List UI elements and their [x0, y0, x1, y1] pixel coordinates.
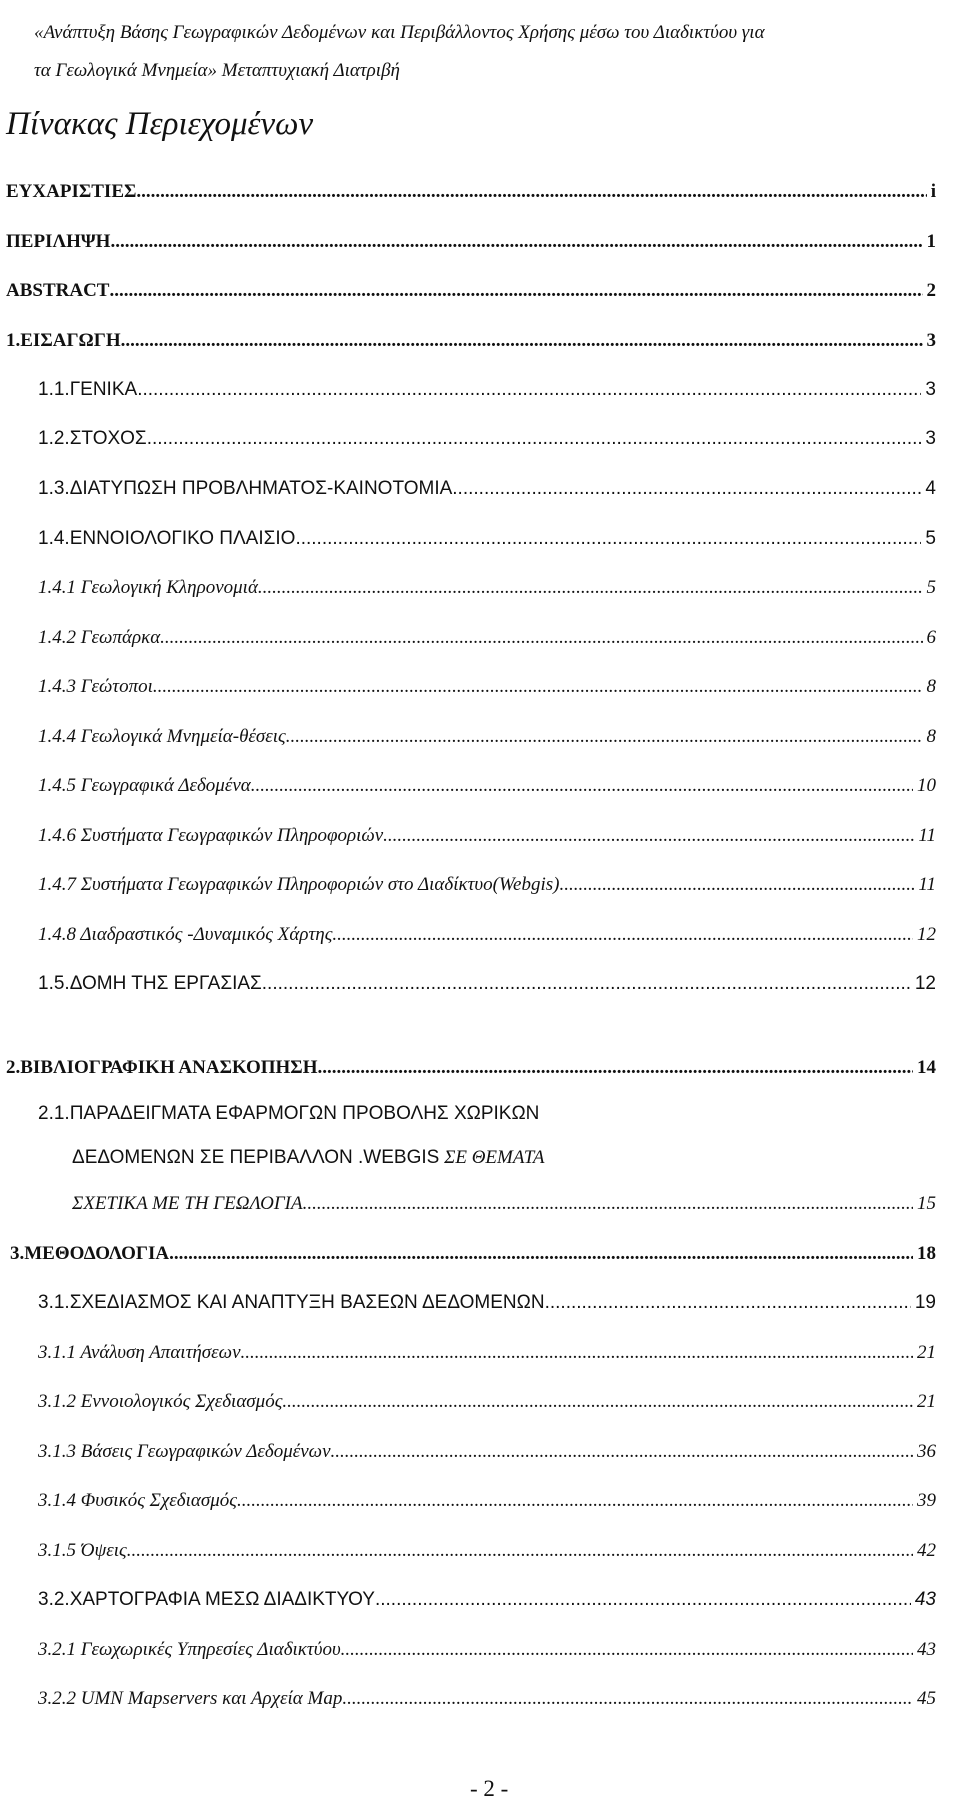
- toc-entry-3-1-4[interactable]: 3.1.4 Φυσικός Σχεδιασμός ..... 39: [38, 1490, 936, 1512]
- toc-entry-1-4-4[interactable]: 1.4.4 Γεωλογικά Μνημεία-θέσεις ..... 8: [38, 726, 936, 748]
- toc-entry-1-4-6[interactable]: 1.4.6 Συστήματα Γεωγραφικών Πληροφοριών ..... 11: [38, 825, 936, 847]
- toc-entry-chapter-2[interactable]: 2.ΒΙΒΛΙΟΓΡΑΦΙΚΗ ΑΝΑΣΚΟΠΗΣΗ ..... 14: [6, 1057, 936, 1079]
- toc-entry-1-3[interactable]: 1.3.ΔΙΑΤΥΠΩΣΗ ΠΡΟΒΛΗΜΑΤΟΣ-ΚΑΙΝΟΤΟΜΙΑ ..... 4: [38, 478, 936, 500]
- toc-entry-1-4[interactable]: 1.4.ΕΝΝΟΙΟΛΟΓΙΚΟ ΠΛΑΙΣΙΟ ..... 5: [38, 528, 936, 550]
- page-number: - 2 -: [470, 1776, 509, 1801]
- toc-entry-acknowledgements[interactable]: ΕΥΧΑΡΙΣΤΙΕΣ ..... i: [6, 181, 936, 203]
- toc-entry-1-2[interactable]: 1.2.ΣΤΟΧΟΣ ..... 3: [38, 428, 936, 450]
- toc-entry-abstract-greek[interactable]: ΠΕΡΙΛΗΨΗ ..... 1: [6, 231, 936, 253]
- toc-entry-3-1-5[interactable]: 3.1.5 Όψεις ..... 42: [38, 1540, 936, 1562]
- toc-entry-3-2[interactable]: 3.2.ΧΑΡΤΟΓΡΑΦΙΑ ΜΕΣΩ ΔΙΑΔΙΚΤΥΟΥ ..... 43: [38, 1589, 936, 1611]
- toc-entry-2-1-line-1[interactable]: 2.1.ΠΑΡΑΔΕΙΓΜΑΤΑ ΕΦΑΡΜΟΓΩΝ ΠΡΟΒΟΛΗΣ ΧΩΡΙΚΩΝ: [38, 1103, 540, 1124]
- toc-entry-3-1-1[interactable]: 3.1.1 Ανάλυση Απαιτήσεων ..... 21: [38, 1342, 936, 1364]
- toc-entry-3-1-3[interactable]: 3.1.3 Βάσεις Γεωγραφικών Δεδομένων ..... 36: [38, 1441, 936, 1463]
- toc-entry-1-4-1[interactable]: 1.4.1 Γεωλογική Κληρονομιά ..... 5: [38, 577, 936, 599]
- toc-entry-3-2-2[interactable]: 3.2.2 UMN Mapservers και Αρχεία Map ..... 45: [38, 1688, 936, 1710]
- toc-entry-1-4-8[interactable]: 1.4.8 Διαδραστικός -Δυναμικός Χάρτης ..... 12: [38, 924, 936, 946]
- toc-entry-1-1[interactable]: 1.1.ΓΕΝΙΚΑ ..... 3: [38, 379, 936, 401]
- toc-entry-1-4-7[interactable]: 1.4.7 Συστήματα Γεωγραφικών Πληροφοριών στο Διαδίκτυο(Webgis) ..... 11: [38, 874, 936, 896]
- toc-entry-3-1[interactable]: 3.1.ΣΧΕΔΙΑΣΜΟΣ ΚΑΙ ΑΝΑΠΤΥΞΗ ΒΑΣΕΩΝ ΔΕΔΟΜΕΝΩΝ ..... 19: [38, 1292, 936, 1314]
- toc-entry-chapter-3[interactable]: 3.ΜΕΘΟΔΟΛΟΓΙΑ ..... 18: [10, 1243, 936, 1265]
- toc-entry-1-4-2[interactable]: 1.4.2 Γεωπάρκα ..... 6: [38, 627, 936, 649]
- document-header: [34, 14, 934, 90]
- toc-entry-3-2-1[interactable]: 3.2.1 Γεωχωρικές Υπηρεσίες Διαδικτύου ..... 43: [38, 1639, 936, 1661]
- toc-entry-chapter-1[interactable]: 1.ΕΙΣΑΓΩΓΗ ..... 3: [6, 330, 936, 352]
- toc-entry-1-4-5[interactable]: 1.4.5 Γεωγραφικά Δεδομένα ..... 10: [38, 775, 936, 797]
- toc-entry-1-5[interactable]: 1.5.ΔΟΜΗ ΤΗΣ ΕΡΓΑΣΙΑΣ ..... 12: [38, 973, 936, 995]
- page-title: Πίνακας Περιεχομένων: [6, 106, 314, 142]
- header-line-1: «Ανάπτυξη Βάσης Γεωγραφικών Δεδομένων και Περιβάλλοντος Χρήσης μέσω του Διαδικτύου για: [34, 22, 765, 43]
- toc-entry-2-1-line-2[interactable]: ΔΕΔΟΜΕΝΩΝ ΣΕ ΠΕΡΙΒΑΛΛΟΝ .WEBGIS ΣΕ ΘΕΜΑΤΑ: [72, 1147, 545, 1168]
- toc-entry-2-1-line-3[interactable]: ΣΧΕΤΙΚΑ ΜΕ ΤΗ ΓΕΩΛΟΓΙΑ ..... 15: [72, 1193, 936, 1215]
- toc-entry-3-1-2[interactable]: 3.1.2 Εννοιολογικός Σχεδιασμός ..... 21: [38, 1391, 936, 1413]
- toc-entry-abstract[interactable]: ABSTRACT ..... 2: [6, 280, 936, 302]
- toc-entry-1-4-3[interactable]: 1.4.3 Γεώτοποι ..... 8: [38, 676, 936, 698]
- header-line-2: τα Γεωλογικά Μνημεία» Μεταπτυχιακή Διατριβή: [34, 60, 400, 81]
